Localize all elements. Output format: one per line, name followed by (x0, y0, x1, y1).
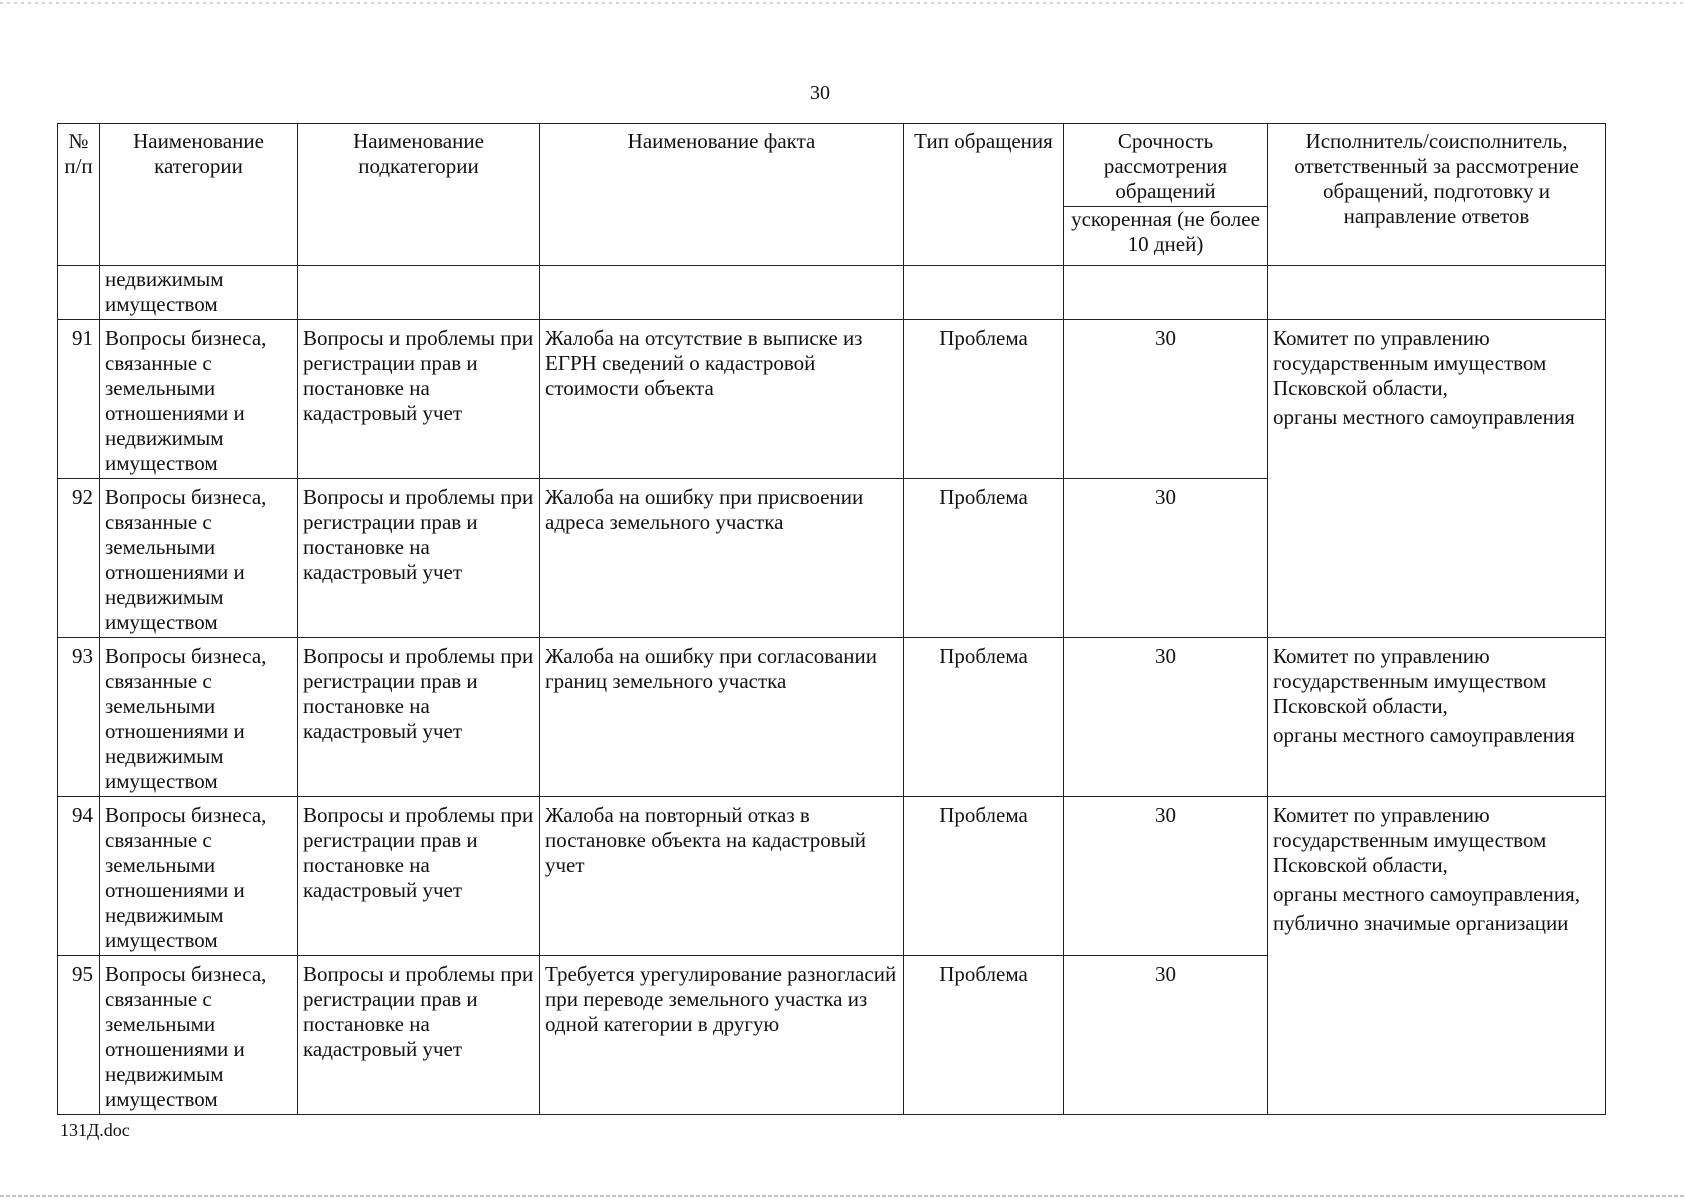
executor-line: Комитет по управлению государственным имуществом Псковской области, (1273, 803, 1547, 877)
cell-executor-group-1 (1268, 320, 1606, 638)
cell-num (58, 266, 100, 320)
header-category: Наименование категории (100, 124, 298, 266)
executor-line: органы местного самоуправления, (1273, 882, 1581, 906)
cell-executor-group-3 (1268, 797, 1606, 1115)
cell-fact: Жалоба на отсутствие в выписке из ЕГРН сведений о кадастровой стоимости объекта (540, 320, 904, 479)
cell-subcategory (298, 266, 540, 320)
cell-num: 95 (58, 956, 100, 1115)
cell-category: недвижимым имуществом (100, 266, 298, 320)
executor-line: Комитет по управлению государственным имуществом Псковской области, (1273, 326, 1547, 400)
header-urgency: Срочность рассмотрения обращений (1064, 124, 1268, 207)
executor-line: органы местного самоуправления (1273, 723, 1575, 747)
cell-urgency: 30 (1064, 638, 1268, 797)
table-row-93 (58, 638, 1606, 797)
cell-urgency: 30 (1064, 320, 1268, 479)
page-number: 30 (810, 82, 830, 104)
header-fact: Наименование факта (540, 124, 904, 266)
cell-fact: Жалоба на повторный отказ в постановке объекта на кадастровый учет (540, 797, 904, 956)
table-row-91 (58, 320, 1606, 479)
cell-num: 91 (58, 320, 100, 479)
cell-subcategory: Вопросы и проблемы при регистрации прав и постановке на кадастровый учет (298, 638, 540, 797)
cell-type (904, 266, 1064, 320)
cell-urgency (1064, 266, 1268, 320)
cell-category: Вопросы бизнеса, связанные с земельными отношениями и недвижимым имуществом (100, 320, 298, 479)
cell-subcategory: Вопросы и проблемы при регистрации прав и постановке на кадастровый учет (298, 320, 540, 479)
cell-urgency: 30 (1064, 479, 1268, 638)
executor-line: органы местного самоуправления (1273, 405, 1575, 429)
cell-urgency: 30 (1064, 797, 1268, 956)
cell-subcategory: Вопросы и проблемы при регистрации прав и постановке на кадастровый учет (298, 479, 540, 638)
cell-subcategory: Вопросы и проблемы при регистрации прав и постановке на кадастровый учет (298, 956, 540, 1115)
cell-urgency: 30 (1064, 956, 1268, 1115)
table-row-94 (58, 797, 1606, 956)
cell-category: Вопросы бизнеса, связанные с земельными отношениями и недвижимым имуществом (100, 956, 298, 1115)
cell-type: Проблема (904, 320, 1064, 479)
continuation-row (58, 266, 1606, 320)
cell-fact (540, 266, 904, 320)
header-urgency-accelerated: ускоренная (не более 10 дней) (1064, 207, 1268, 266)
cell-executor (1268, 266, 1606, 320)
cell-fact: Жалоба на ошибку при согласовании границ земельного участка (540, 638, 904, 797)
cell-num: 94 (58, 797, 100, 956)
cell-num: 93 (58, 638, 100, 797)
footer-filename: 131Д.doc (60, 1120, 130, 1140)
header-executor: Исполнитель/соисполнитель, ответственный за рассмотрение обращений, подготовку и направление ответов (1268, 124, 1606, 266)
cell-fact: Требуется урегулирование разногласий при переводе земельного участка из одной категории в другую (540, 956, 904, 1115)
cell-category: Вопросы бизнеса, связанные с земельными отношениями и недвижимым имуществом (100, 797, 298, 956)
cell-type: Проблема (904, 797, 1064, 956)
header-row (58, 124, 1606, 207)
scan-edge-top (0, 2, 1686, 4)
cell-type: Проблема (904, 956, 1064, 1115)
cell-executor-group-2 (1268, 638, 1606, 797)
classifier-table (57, 123, 1606, 1115)
scan-edge-bottom (0, 1195, 1686, 1197)
cell-type: Проблема (904, 479, 1064, 638)
cell-subcategory: Вопросы и проблемы при регистрации прав и постановке на кадастровый учет (298, 797, 540, 956)
cell-fact: Жалоба на ошибку при присвоении адреса земельного участка (540, 479, 904, 638)
cell-category: Вопросы бизнеса, связанные с земельными отношениями и недвижимым имуществом (100, 638, 298, 797)
executor-line: Комитет по управлению государственным имуществом Псковской области, (1273, 644, 1547, 718)
header-type: Тип обращения (904, 124, 1064, 266)
cell-category: Вопросы бизнеса, связанные с земельными отношениями и недвижимым имуществом (100, 479, 298, 638)
cell-type: Проблема (904, 638, 1064, 797)
cell-num: 92 (58, 479, 100, 638)
header-subcategory: Наименование подкатегории (298, 124, 540, 266)
executor-line: публично значимые организации (1273, 911, 1569, 935)
header-num: № п/п (58, 124, 100, 266)
